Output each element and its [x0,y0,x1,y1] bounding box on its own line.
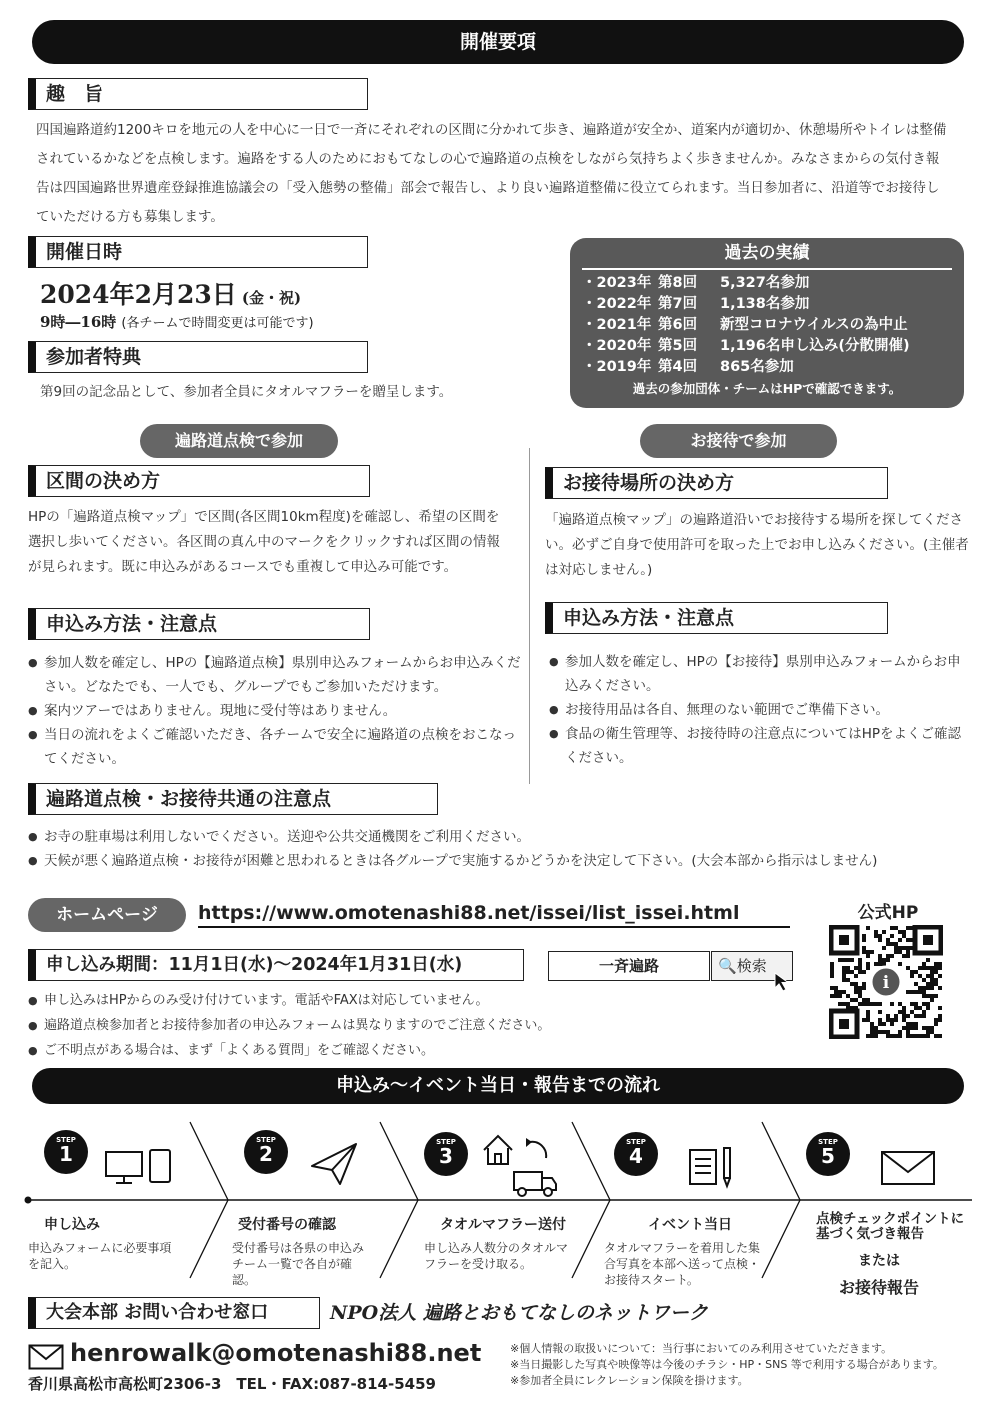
mail-icon [28,1344,64,1370]
main-title: 開催要項 [32,20,964,64]
flow-steps [20,1120,980,1300]
step-5-title: 点検チェックポイントに基づく気づき報告 [816,1211,965,1242]
list-item: ● ご不明点がある場合は、まず「よくある質問」をご確認ください。 [28,1038,788,1063]
past-result-result: 5,327名参加 [720,275,810,291]
event-date: 2024年2月23日 [40,280,237,309]
past-result-row [582,273,964,294]
step-5-badge: STEP 5 [806,1132,850,1176]
step-1-title: 申し込み [44,1217,100,1233]
list-item: ● 案内ツアーではありません。現地に受付等はありません。 [28,699,522,723]
step-4-badge: STEP 4 [614,1132,658,1176]
step-1-desc: 申込みフォームに必要事項を記入。 [28,1241,172,1271]
list-item: ● 参加人数を確定し、HPの【お接待】県別申込みフォームからお申込みください。 [549,650,974,698]
contact-heading: 大会本部 お問い合わせ窓口 [28,1297,320,1329]
past-result-row [582,357,964,378]
past-result-row [582,294,964,315]
svg-text:i: i [882,973,890,993]
past-result-result: 1,196名申し込み(分散開催) [720,338,910,354]
past-result-round: 第4回 [658,359,698,375]
apply-notes [28,988,788,1063]
step-5-extra: お接待報告 [838,1278,919,1297]
common-heading: 遍路道点検・お接待共通の注意点 [28,783,438,815]
contact-email[interactable]: henrowalk@omotenashi88.net [70,1339,482,1367]
past-result-year: ・2022年 [582,296,652,312]
past-result-row [582,336,964,357]
pill-check-participation: 遍路道点検で参加 [140,424,338,458]
left-apply-list [28,651,522,771]
step-4-title: イベント当日 [648,1217,732,1233]
contact-note: ※当日撮影した写真や映像等は今後のチラシ・HP・SNS 等で利用する場合があります。 [510,1358,944,1371]
past-result-result: 865名参加 [720,359,794,375]
list-item: ● お接待用品は各自、無理のない範囲でご準備下さい。 [549,698,974,722]
search-button-label: 検索 [736,957,767,975]
qr-code[interactable] [829,925,943,1039]
search-icon: 🔍 [718,957,737,975]
contact-note: ※参加者全員にレクレーション保険を掛けます。 [510,1374,749,1387]
paper-plane-icon [310,1142,360,1186]
list-item: ● 遍路道点検参加者とお接待参加者の申込みフォームは異なりますのでご注意ください。 [28,1013,788,1038]
right-section-text: 「遍路道点検マップ」の遍路道沿いでお接待する場所を探してください。必ずご自身で使用許可を取った上でお申し込みください。(主催者は対応しません。) [545,512,969,578]
past-results-title: 過去の実績 [582,238,952,270]
past-results-list [570,270,964,378]
homepage-url[interactable]: https://www.omotenashi88.net/issei/list_issei.html [198,902,790,928]
contact-notes [510,1341,990,1389]
envelope-icon [880,1150,936,1186]
past-result-year: ・2021年 [582,317,652,333]
past-result-result: 1,138名参加 [720,296,810,312]
purpose-heading: 趣 旨 [28,78,368,110]
event-time: 9時―16時 [40,313,117,331]
left-section-text: HPの「遍路道点検マップ」で区間(各区間10km程度)を確認し、希望の区間を選択し歩いてください。各区間の真ん中のマークをクリックすれば区間の情報が見られます。既に申込みがあるコースでも重複して申込み可能です。 [28,509,500,575]
list-item: ● 参加人数を確定し、HPの【遍路道点検】県別申込みフォームからお申込みください。どなたでも、一人でも、グループでもご参加いただけます。 [28,651,522,699]
search-box[interactable]: 一斉遍路 [548,951,710,981]
right-section-heading: お接待場所の決め方 [545,467,888,499]
step-4-desc: タオルマフラーを着用した集合写真を本部へ送って点検・お接待スタート。 [604,1241,761,1287]
past-results-panel [570,238,964,408]
benefit-text: 第9回の記念品として、参加者全員にタオルマフラーを贈呈します。 [40,384,453,400]
past-result-year: ・2019年 [582,359,652,375]
left-apply-heading: 申込み方法・注意点 [28,608,370,640]
list-item: ● 申し込みはHPからのみ受け付けています。電話やFAXは対応していません。 [28,988,788,1013]
past-result-round: 第6回 [658,317,698,333]
past-result-round: 第8回 [658,275,698,291]
apply-period: 申し込み期間：11月1日(水)～2024年1月31日(水) [28,949,524,981]
step-2-desc: 受付番号は各県の申込みチーム一覧で各自が確認。 [232,1241,365,1287]
date-block [40,275,540,332]
house-truck-icon [480,1128,560,1198]
event-day: (金・祝) [241,289,302,307]
benefit-heading: 参加者特典 [28,341,368,373]
step-3-badge: STEP 3 [424,1132,468,1176]
purpose-text: 四国遍路道約1200キロを地元の人を中心に一日で一斉にそれぞれの区間に分かれて歩き、遍路道が安全か、道案内が適切か、休憩場所やトイレは整備されているかなどを点検します。遍路をする人のためにおもてなしの心で遍路道の点検をしながら気持ちよく歩きませんか。みなさまからの気付き報告は四国遍路世界遺産登録推進協議会の「受入態勢の整備」部会で報告し、より良い遍路道整備に役立てられます。当日参加者に、沿道等でお接待していただける方も募集します。 [36,122,947,225]
step-3-desc: 申し込み人数分のタオルマフラーを受け取る。 [424,1241,569,1271]
left-section-heading: 区間の決め方 [28,465,370,497]
past-result-year: ・2023年 [582,275,652,291]
past-result-round: 第7回 [658,296,698,312]
list-item: ● 食品の衛生管理等、お接待時の注意点についてはHPをよくご確認ください。 [549,722,974,770]
pill-settai-participation: お接待で参加 [640,424,837,458]
date-heading: 開催日時 [28,236,368,268]
document-pen-icon [686,1146,736,1190]
contact-address: 香川県高松市高松町2306-3 TEL・FAX:087-814-5459 [28,1375,436,1393]
past-result-result: 新型コロナウイルスの為中止 [720,317,908,333]
event-time-note: (各チームで時間変更は可能です) [121,316,314,331]
qr-label: 公式HP [857,903,919,923]
step-3-title: タオルマフラー送付 [440,1217,566,1233]
computer-tablet-icon [104,1148,172,1188]
list-item: ● 天候が悪く遍路道点検・お接待が困難と思われるときは各グループで実施するかどうかを決定して下さい。(大会本部から指示はしません) [28,849,978,873]
org-logo: NPO法人 遍路とおもてなしのネットワーク [330,1302,708,1324]
column-divider [529,448,530,784]
list-item: ● 当日の流れをよくご確認いただき、各チームで安全に遍路道の点検をおこなってください。 [28,723,522,771]
past-result-round: 第5回 [658,338,698,354]
step-5-or: または [858,1253,900,1269]
right-apply-heading: 申込み方法・注意点 [545,602,888,634]
common-list [28,825,978,873]
past-result-row [582,315,964,336]
past-results-note: 過去の参加団体・チームはHPで確認できます。 [632,381,902,396]
step-2-title: 受付番号の確認 [238,1217,336,1233]
step-2-badge: STEP 2 [244,1130,288,1174]
homepage-label: ホームページ [28,898,186,932]
past-result-year: ・2020年 [582,338,652,354]
right-apply-list [549,650,974,770]
list-item: ● お寺の駐車場は利用しないでください。送迎や公共交通機関をご利用ください。 [28,825,978,849]
contact-note: ※個人情報の取扱いについて：当行事においてのみ利用させていただきます。 [510,1342,893,1355]
step-1-badge: STEP 1 [44,1130,88,1174]
flow-title: 申込み～イベント当日・報告までの流れ [32,1068,964,1104]
